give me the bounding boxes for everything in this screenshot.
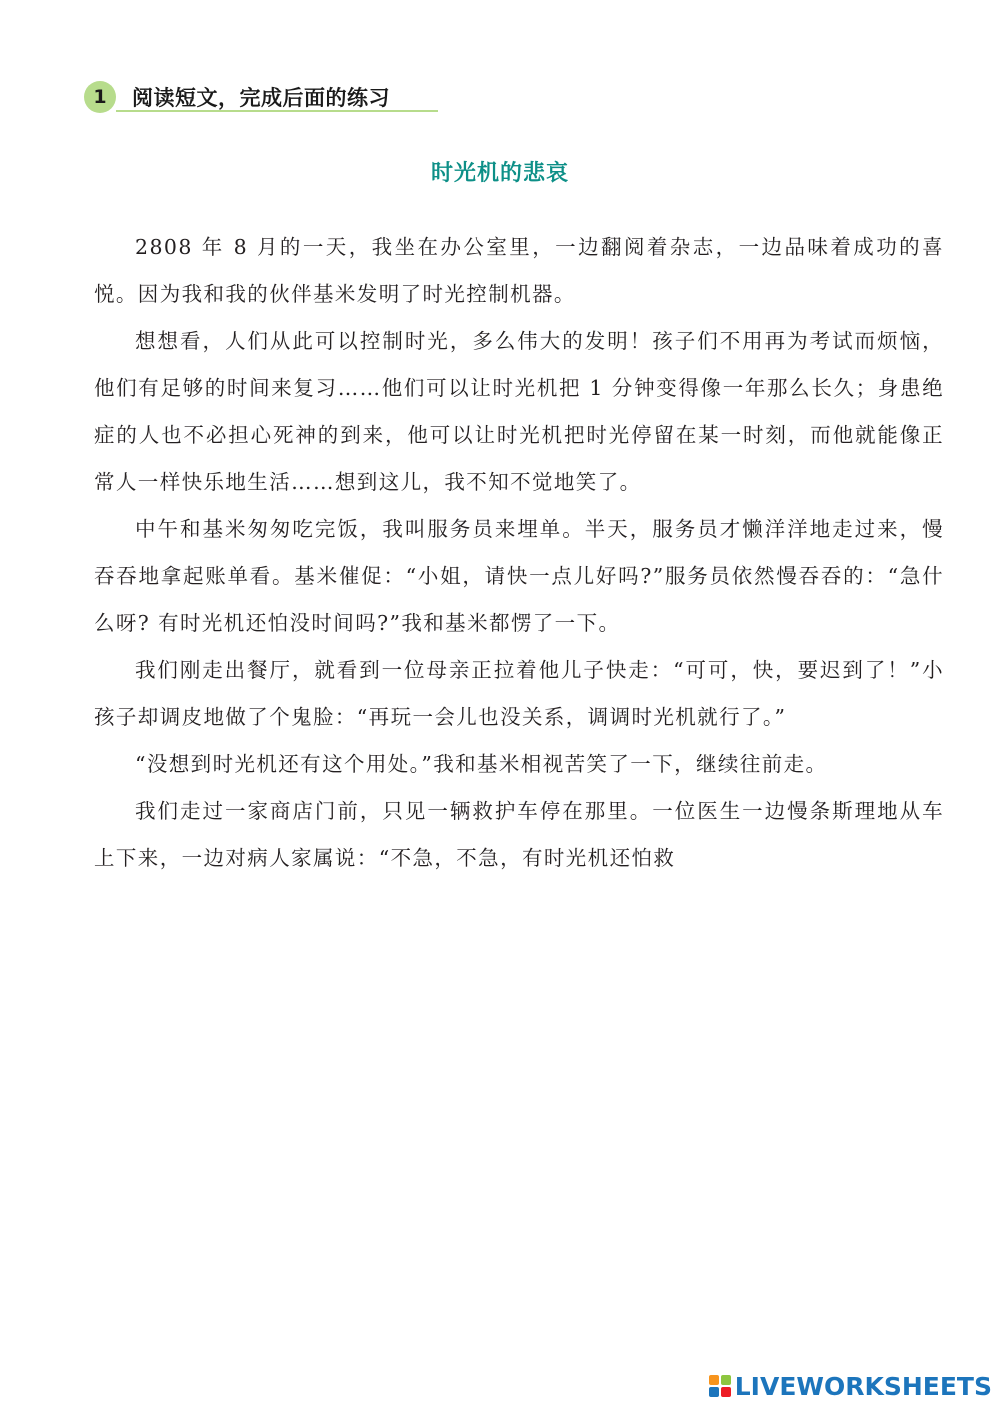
logo-block bbox=[709, 1375, 719, 1385]
passage-title: 时光机的悲哀 bbox=[430, 161, 569, 186]
paragraph: 我们走过一家商店门前，只见一辆救护车停在那里。一位医生一边慢条斯理地从车上下来，一边对病人家属说：“不急，不急，有时光机还怕救 bbox=[94, 799, 944, 870]
paragraph: 想想看，人们从此可以控制时光，多么伟大的发明！孩子们不用再为考试而烦恼，他们有足够的时间来复习……他们可以让时光机把 1 分钟变得像一年那么长久；身患绝症的人也不必担心死神的到来，他可以让时光机把时光停留在某一时刻，而他就能像正常人一样快乐地生活……想到这儿，我不知不觉地笑了。 bbox=[94, 329, 944, 494]
liveworksheets-logo-icon bbox=[709, 1375, 731, 1397]
exercise-number-badge: 1 bbox=[84, 81, 116, 113]
paragraph: 我们刚走出餐厅，就看到一位母亲正拉着他儿子快走：“可可，快，要迟到了！”小孩子却调皮地做了个鬼脸：“再玩一会儿也没关系，调调时光机就行了。” bbox=[94, 658, 944, 729]
watermark-text: LIVEWORKSHEETS bbox=[734, 1371, 992, 1401]
exercise-instruction: 阅读短文，完成后面的练习 bbox=[132, 86, 390, 110]
logo-block bbox=[721, 1375, 731, 1385]
exercise-header bbox=[84, 80, 390, 114]
paragraph: “没想到时光机还有这个用处。”我和基米相视苦笑了一下，继续往前走。 bbox=[135, 752, 828, 776]
paragraph: 中午和基米匆匆吃完饭，我叫服务员来埋单。半天，服务员才懒洋洋地走过来，慢吞吞地拿起账单看。基米催促：“小姐，请快一点儿好吗?”服务员依然慢吞吞的：“急什么呀? 有时光机还怕没时间吗?”我和基米都愣了一下。 bbox=[94, 517, 944, 635]
header-underline bbox=[116, 110, 438, 112]
passage-body bbox=[94, 224, 944, 882]
paragraph: 2808 年 8 月的一天，我坐在办公室里，一边翻阅着杂志，一边品味着成功的喜悦。因为我和我的伙伴基米发明了时光控制机器。 bbox=[94, 235, 944, 306]
liveworksheets-watermark bbox=[709, 1371, 992, 1401]
logo-block bbox=[709, 1387, 719, 1397]
logo-block bbox=[721, 1387, 731, 1397]
